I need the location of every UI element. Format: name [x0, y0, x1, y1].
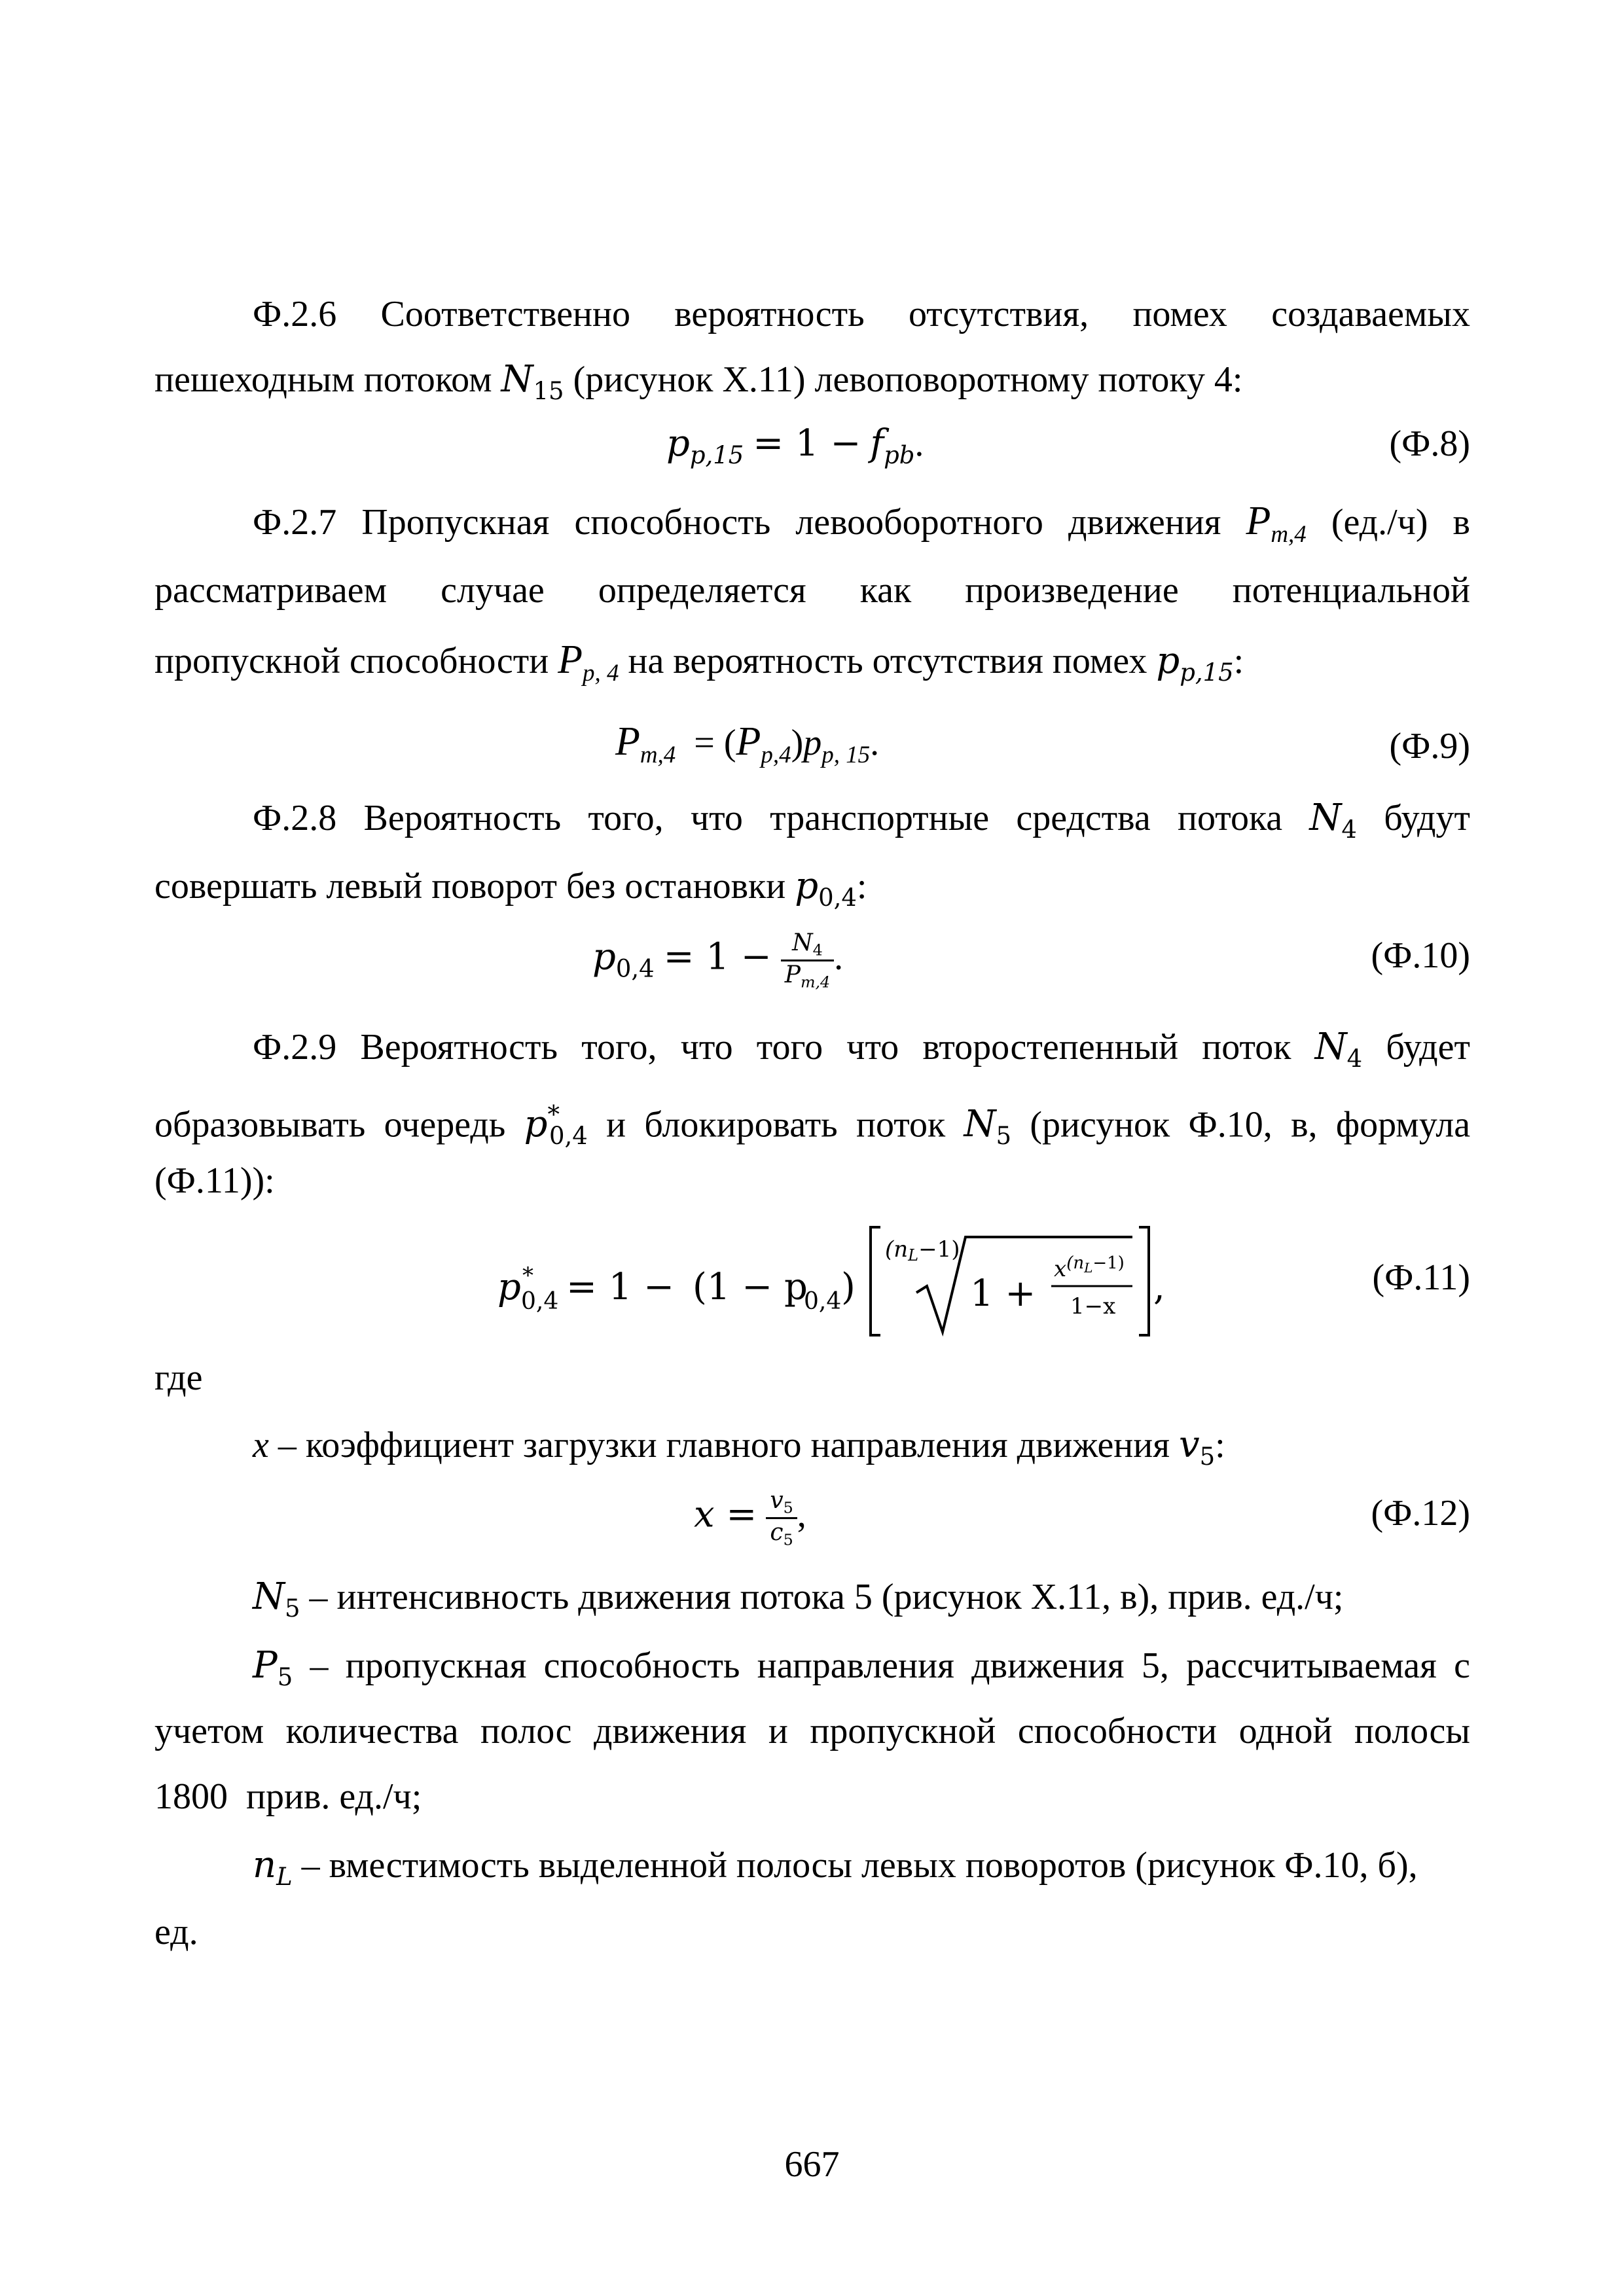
paragraph-f27-line1 — [253, 495, 1470, 560]
math-sub: 5 — [1199, 1442, 1216, 1471]
math-sub: 5 — [996, 1122, 1012, 1151]
math-sub: m,4 — [640, 740, 676, 768]
text-span: – пропускная способность направления движения 5, рассчитываемая с — [310, 1645, 1471, 1686]
text-span: Ф.2.9 Вероятность того, что того что второстепенный поток — [253, 1027, 1291, 1067]
math-var: N — [1314, 1026, 1347, 1068]
definition-x — [253, 1419, 1568, 1483]
math-sub: 5 — [783, 1498, 793, 1517]
math-end: . — [914, 423, 924, 464]
math-var: P — [784, 961, 801, 989]
math-op: = ( — [694, 723, 736, 763]
text-span: (ед./ч) в — [1331, 502, 1471, 543]
math-var: n — [253, 1844, 277, 1886]
f11-bracket-left — [871, 1227, 880, 1335]
math-var: P — [558, 637, 583, 682]
text-span: совершать левый поворот без остановки — [154, 866, 786, 906]
f11-inner-numerator: $x^{(n}L-1$) — [1054, 1253, 1125, 1282]
math-var: x = — [694, 1493, 757, 1536]
math-sub: p, 4 — [583, 658, 619, 686]
definition-nl-line2: ед. — [154, 1912, 198, 1952]
paragraph-f27-line2: рассматриваем случае определяется как произведение потенциальной — [154, 570, 1470, 611]
math-sup: * — [547, 1101, 560, 1129]
fraction-n4-over-pm4 — [781, 929, 834, 992]
paragraph-f28-line2 — [154, 860, 1470, 924]
math-sub: L — [276, 1862, 293, 1891]
math-op: = 1 − — [753, 422, 861, 465]
paragraph-f29-line3: (Ф.11)): — [154, 1160, 275, 1201]
f11-root-index: (nL−1) — [885, 1236, 960, 1265]
formula-number-f11: (Ф.11) — [1372, 1257, 1470, 1298]
math-sub: 0,4 — [818, 883, 857, 912]
paragraph-f26-line1: Ф.2.6 Соответственно вероятность отсутствия, помех создаваемых — [253, 294, 1470, 334]
math-var: N — [964, 1103, 996, 1146]
text-span: образовывать очередь — [154, 1104, 506, 1145]
f11-inner-denominator: 1−x — [1070, 1293, 1116, 1319]
math-var: p — [592, 935, 616, 978]
f11-lhs: p — [497, 1266, 521, 1308]
definition-nl-line1 — [253, 1839, 1568, 1903]
math-sub: pb — [884, 440, 915, 469]
math-sub: p,15 — [689, 440, 744, 469]
text-span: будут — [1384, 798, 1470, 838]
f11-one-plus: 1 + — [970, 1272, 1036, 1315]
math-end: . — [834, 937, 844, 978]
math-var: v — [770, 1487, 784, 1514]
paragraph-f29-line2 — [154, 1089, 1470, 1162]
math-var: p — [803, 723, 822, 763]
text-span: – коэффициент загрузки главного направления движения — [278, 1425, 1170, 1465]
f11-lhs-sub: 0,4 — [521, 1288, 559, 1315]
f11-paren-sub: 0,4 — [804, 1288, 842, 1315]
formula-number-f10: (Ф.10) — [1371, 935, 1470, 976]
formula-number-f8: (Ф.8) — [1389, 423, 1470, 464]
math-sub: 0,4 — [549, 1122, 588, 1151]
paragraph-f27-line3 — [154, 634, 1470, 699]
math-var: p — [666, 422, 690, 465]
text-span: на вероятность отсутствия помех — [628, 641, 1147, 681]
math-var: p — [795, 865, 819, 907]
math-sub: 5 — [783, 1530, 793, 1549]
math-var: N — [1309, 797, 1342, 839]
math-var: P — [253, 1644, 278, 1687]
f11-end: , — [1153, 1266, 1165, 1308]
math-op: ) — [791, 723, 804, 763]
math-sub: 15 — [533, 376, 564, 405]
page-number: 667 — [784, 2144, 840, 2185]
math-var: f — [870, 422, 884, 465]
text-span: : — [856, 866, 867, 906]
math-end: . — [870, 723, 880, 763]
math-sub: m,4 — [1271, 520, 1307, 547]
definition-p5-line2: учетом количества полос движения и пропускной способности одной полосы — [154, 1711, 1470, 1751]
f11-lhs-sup: * — [522, 1263, 533, 1289]
text-span: Ф.2.8 Вероятность того, что транспортные средства потока — [253, 798, 1283, 838]
math-sub: p,15 — [1180, 658, 1234, 687]
text-span: (рисунок Ф.10, в, формула — [1030, 1104, 1471, 1145]
math-sub: 5 — [285, 1594, 300, 1623]
math-var: N — [501, 358, 533, 401]
text-span: : — [1215, 1425, 1225, 1465]
math-var: P — [615, 719, 640, 764]
math-var: p — [1156, 639, 1180, 682]
math-var: P — [736, 719, 761, 764]
math-sub: p,4 — [761, 740, 791, 768]
math-var: P — [1246, 499, 1271, 543]
f11-bracket-right — [1139, 1227, 1149, 1335]
math-var: N — [253, 1575, 285, 1618]
math-sub: 5 — [277, 1662, 293, 1691]
text-span: : — [1233, 641, 1244, 681]
paragraph-f26-line2 — [154, 353, 1470, 418]
definition-n5 — [253, 1571, 1568, 1635]
formula-f10 — [592, 929, 843, 996]
text-span: пропускной способности — [154, 641, 549, 681]
math-var: p — [524, 1103, 548, 1146]
fraction-v5-over-c5 — [766, 1487, 797, 1550]
formula-number-f12: (Ф.12) — [1371, 1493, 1470, 1534]
math-end: , — [797, 1494, 806, 1535]
text-span: – интенсивность движения потока 5 (рисунок Х.11, в), прив. ед./ч; — [309, 1577, 1344, 1617]
f11-paren-left: (1 − p — [693, 1266, 808, 1308]
math-sub: 4 — [812, 941, 823, 960]
f11-eq: = 1 − — [566, 1266, 675, 1308]
text-span: Ф.2.7 Пропускная способность левооборотного движения — [253, 502, 1221, 543]
text-span: и блокировать поток — [606, 1104, 946, 1145]
math-sub: 4 — [1341, 815, 1357, 844]
formula-f9 — [615, 715, 879, 781]
formula-f12 — [694, 1487, 806, 1550]
where-label: где — [154, 1357, 203, 1398]
text-span: – вместимость выделенной полосы левых поворотов (рисунок Ф.10, б), — [301, 1845, 1418, 1886]
text-span: будет — [1386, 1027, 1470, 1067]
math-sub: m,4 — [800, 973, 831, 992]
paragraph-f29-line1 — [253, 1021, 1470, 1085]
definition-p5-line3: 1800 прив. ед./ч; — [154, 1776, 422, 1817]
text-span: (рисунок Х.11) левоповоротному потоку 4: — [573, 359, 1243, 400]
math-var: N — [792, 929, 813, 956]
f11-paren-right: ) — [841, 1266, 856, 1308]
paragraph-f28-line1 — [253, 792, 1470, 856]
formula-f11 — [484, 1211, 1191, 1348]
text-span: пешеходным потоком — [154, 359, 492, 400]
math-var: c — [770, 1519, 784, 1547]
math-sub: 4 — [1346, 1044, 1363, 1073]
math-sub: 0,4 — [615, 954, 655, 983]
math-op: = 1 − — [663, 935, 772, 978]
math-sub: p, 15 — [821, 740, 871, 768]
math-var: v — [1179, 1424, 1200, 1466]
formula-number-f9: (Ф.9) — [1389, 726, 1470, 766]
definition-p5-line1 — [253, 1640, 1470, 1704]
math-var: x — [253, 1425, 269, 1465]
formula-f8 — [666, 418, 924, 482]
